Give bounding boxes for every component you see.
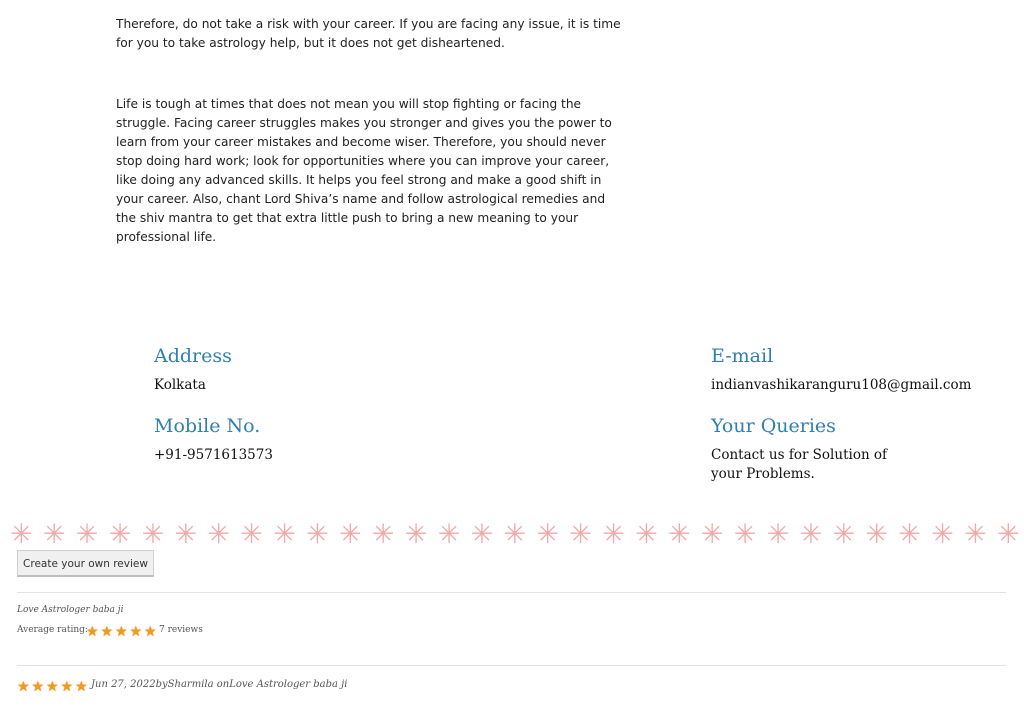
divider-star-icon: ✳ [437, 519, 461, 550]
divider-star-icon: ✳ [207, 519, 231, 550]
article-paragraph: Therefore, do not take a risk with your career. If you are facing any issue, it is time for you to take astrology help, but it does not get disheartened. [116, 17, 621, 50]
queries-line: your Problems. [711, 466, 815, 482]
divider-star-icon: ✳ [42, 519, 66, 550]
review-author: Sharmila [167, 679, 214, 690]
divider-star-icon: ✳ [997, 519, 1020, 550]
divider-star-icon: ✳ [404, 519, 428, 550]
mobile-heading: Mobile No. [154, 415, 261, 437]
divider-line [17, 592, 1006, 593]
queries-text [711, 446, 911, 484]
queries-heading: Your Queries [711, 415, 836, 437]
email-heading: E-mail [711, 345, 774, 367]
divider-star-icon: ✳ [75, 519, 99, 550]
email-value[interactable]: indianvashikaranguru108@gmail.com [711, 377, 972, 393]
rating-star-icon: ★ [129, 624, 143, 640]
divider-star-icon: ✳ [602, 519, 625, 550]
divider-star-icon: ✳ [503, 519, 527, 550]
divider-star-icon: ✳ [470, 519, 494, 550]
rating-star-icon: ★ [144, 624, 157, 640]
rating-star-icon: ★ [60, 679, 74, 695]
create-review-button[interactable]: Create your own review [17, 550, 154, 577]
star-divider [10, 519, 1020, 550]
review-meta [91, 679, 347, 690]
rating-star-icon: ★ [31, 679, 45, 695]
divider-star-icon: ✳ [799, 519, 823, 550]
review-date: Jun 27, 2022 [91, 679, 156, 690]
divider-star-icon: ✳ [964, 519, 987, 550]
divider-star-icon: ✳ [931, 519, 954, 550]
divider-star-icon: ✳ [536, 519, 560, 550]
rating-star-icon: ★ [46, 679, 59, 695]
address-value: Kolkata [154, 377, 206, 393]
divider-line [17, 665, 1006, 666]
divider-star-icon: ✳ [174, 519, 198, 550]
address-heading: Address [154, 345, 232, 367]
divider-star-icon: ✳ [240, 519, 263, 550]
divider-star-icon: ✳ [141, 519, 165, 550]
divider-star-icon: ✳ [371, 519, 395, 550]
divider-star-icon: ✳ [832, 519, 856, 550]
divider-star-icon: ✳ [273, 519, 296, 550]
divider-star-icon: ✳ [766, 519, 790, 550]
divider-star-icon: ✳ [569, 519, 592, 550]
review-count[interactable]: 7 reviews [159, 625, 203, 635]
average-rating-stars [86, 621, 159, 640]
divider-star-icon: ✳ [733, 519, 757, 550]
rating-star-icon: ★ [75, 679, 88, 695]
rating-star-icon: ★ [100, 624, 114, 640]
queries-line: Contact us for Solution of [711, 447, 888, 463]
divider-star-icon: ✳ [898, 519, 921, 550]
divider-star-icon: ✳ [635, 519, 658, 550]
divider-star-icon: ✳ [10, 519, 33, 550]
average-rating-label: Average rating: [17, 625, 88, 635]
divider-star-icon: ✳ [306, 519, 329, 550]
divider-star-icon: ✳ [339, 519, 362, 550]
rating-star-icon: ★ [115, 624, 128, 640]
review-by: by [155, 679, 168, 690]
divider-star-icon: ✳ [865, 519, 889, 550]
article-body [116, 15, 628, 247]
rating-star-icon: ★ [17, 679, 30, 695]
review-item-link[interactable]: Love Astrologer baba ji [229, 679, 348, 690]
article-paragraph: Life is tough at times that does not mean you will stop fighting or facing the struggle. Facing career struggles makes you stronger and gives you the power to learn from your career mistakes and become wiser. Therefore, you should never stop doing hard work; look for opportunities where you can improve your career, like doing any advanced skills. It helps you feel strong and make a good shift in your career. Also, chant Lord Shiva’s name and follow astrological remedies and the shiv mantra to get that extra little push to bring a new meaning to your professional life. [116, 97, 612, 244]
review-rating-stars [17, 676, 90, 695]
divider-star-icon: ✳ [108, 519, 132, 550]
divider-star-icon: ✳ [668, 519, 691, 550]
divider-star-icon: ✳ [700, 519, 724, 550]
review-on: on [213, 679, 230, 690]
mobile-value: +91-9571613573 [154, 447, 273, 463]
reviewed-item-name: Love Astrologer baba ji [17, 605, 124, 615]
rating-star-icon: ★ [86, 624, 99, 640]
